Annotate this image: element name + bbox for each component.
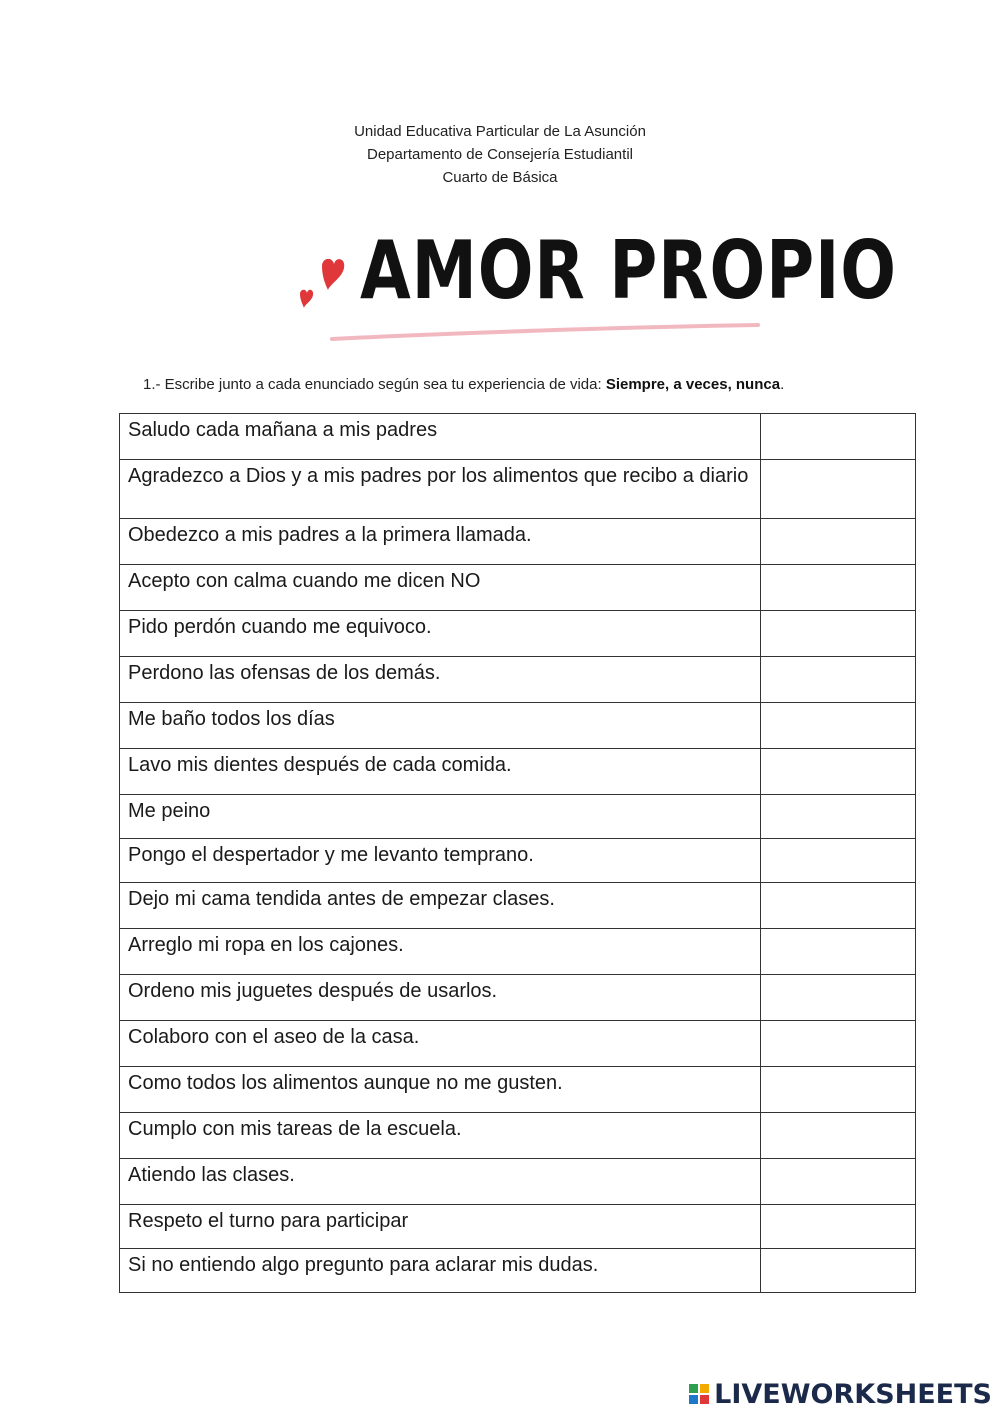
table-row bbox=[120, 519, 916, 565]
table-row bbox=[120, 975, 916, 1021]
answer-cell[interactable] bbox=[761, 519, 916, 565]
statement-cell: Arreglo mi ropa en los cajones. bbox=[120, 929, 761, 975]
statement-cell: Lavo mis dientes después de cada comida. bbox=[120, 749, 761, 795]
answer-cell[interactable] bbox=[761, 611, 916, 657]
statement-cell: Pongo el despertador y me levanto temprano. bbox=[120, 839, 761, 883]
statement-cell: Ordeno mis juguetes después de usarlos. bbox=[120, 975, 761, 1021]
self-assessment-table bbox=[119, 413, 916, 1293]
department-name: Departamento de Consejería Estudiantil bbox=[367, 146, 633, 163]
statement-cell: Agradezco a Dios y a mis padres por los alimentos que recibo a diario bbox=[120, 460, 761, 519]
statement-cell: Dejo mi cama tendida antes de empezar clases. bbox=[120, 883, 761, 929]
statement-cell: Me peino bbox=[120, 795, 761, 839]
table-row bbox=[120, 1067, 916, 1113]
table-row bbox=[120, 611, 916, 657]
answer-cell[interactable] bbox=[761, 1159, 916, 1205]
statement-cell: Si no entiendo algo pregunto para aclarar mis dudas. bbox=[120, 1249, 761, 1293]
table-row bbox=[120, 1205, 916, 1249]
title-banner bbox=[290, 222, 897, 352]
table-row bbox=[120, 1159, 916, 1205]
answer-cell[interactable] bbox=[761, 749, 916, 795]
liveworksheets-logo bbox=[688, 1379, 992, 1409]
grade-level: Cuarto de Básica bbox=[442, 169, 558, 186]
instruction-suffix: . bbox=[780, 376, 785, 393]
instruction-text bbox=[143, 376, 784, 393]
statement-cell: Obedezco a mis padres a la primera llamada. bbox=[120, 519, 761, 565]
title-underline bbox=[330, 317, 760, 347]
statement-cell: Perdono las ofensas de los demás. bbox=[120, 657, 761, 703]
answer-cell[interactable] bbox=[761, 1113, 916, 1159]
table-row bbox=[120, 749, 916, 795]
answer-cell[interactable] bbox=[761, 703, 916, 749]
instruction-prefix: 1.- Escribe junto a cada enunciado según sea tu experiencia de vida: bbox=[143, 376, 606, 393]
table-row bbox=[120, 565, 916, 611]
table-row bbox=[120, 929, 916, 975]
answer-cell[interactable] bbox=[761, 839, 916, 883]
table-row bbox=[120, 703, 916, 749]
answer-cell[interactable] bbox=[761, 929, 916, 975]
school-header bbox=[0, 120, 1000, 189]
table-row bbox=[120, 1249, 916, 1293]
statement-cell: Respeto el turno para participar bbox=[120, 1205, 761, 1249]
answer-cell[interactable] bbox=[761, 1205, 916, 1249]
brand-name: LIVEWORKSHEETS bbox=[714, 1378, 992, 1410]
answer-cell[interactable] bbox=[761, 795, 916, 839]
answer-cell[interactable] bbox=[761, 1021, 916, 1067]
statement-cell: Cumplo con mis tareas de la escuela. bbox=[120, 1113, 761, 1159]
statement-cell: Acepto con calma cuando me dicen NO bbox=[120, 565, 761, 611]
page-title: AMOR PROPIO bbox=[360, 224, 897, 317]
liveworksheets-logo-icon bbox=[688, 1382, 710, 1406]
answer-cell[interactable] bbox=[761, 657, 916, 703]
table-row bbox=[120, 883, 916, 929]
answer-cell[interactable] bbox=[761, 414, 916, 460]
statement-cell: Pido perdón cuando me equivoco. bbox=[120, 611, 761, 657]
answer-cell[interactable] bbox=[761, 565, 916, 611]
table-row bbox=[120, 657, 916, 703]
table-row bbox=[120, 460, 916, 519]
statement-cell: Atiendo las clases. bbox=[120, 1159, 761, 1205]
table-row bbox=[120, 839, 916, 883]
answer-cell[interactable] bbox=[761, 460, 916, 519]
school-name: Unidad Educativa Particular de La Asunción bbox=[354, 123, 646, 140]
answer-cell[interactable] bbox=[761, 883, 916, 929]
table-row bbox=[120, 795, 916, 839]
statement-cell: Me baño todos los días bbox=[120, 703, 761, 749]
hearts-icon bbox=[290, 252, 350, 322]
answer-cell[interactable] bbox=[761, 1067, 916, 1113]
answer-cell[interactable] bbox=[761, 1249, 916, 1293]
instruction-options: Siempre, a veces, nunca bbox=[605, 376, 781, 393]
statement-cell: Como todos los alimentos aunque no me gusten. bbox=[120, 1067, 761, 1113]
statement-cell: Saludo cada mañana a mis padres bbox=[120, 414, 761, 460]
table-row bbox=[120, 1113, 916, 1159]
table-row bbox=[120, 1021, 916, 1067]
table-row bbox=[120, 414, 916, 460]
answer-cell[interactable] bbox=[761, 975, 916, 1021]
statement-cell: Colaboro con el aseo de la casa. bbox=[120, 1021, 761, 1067]
